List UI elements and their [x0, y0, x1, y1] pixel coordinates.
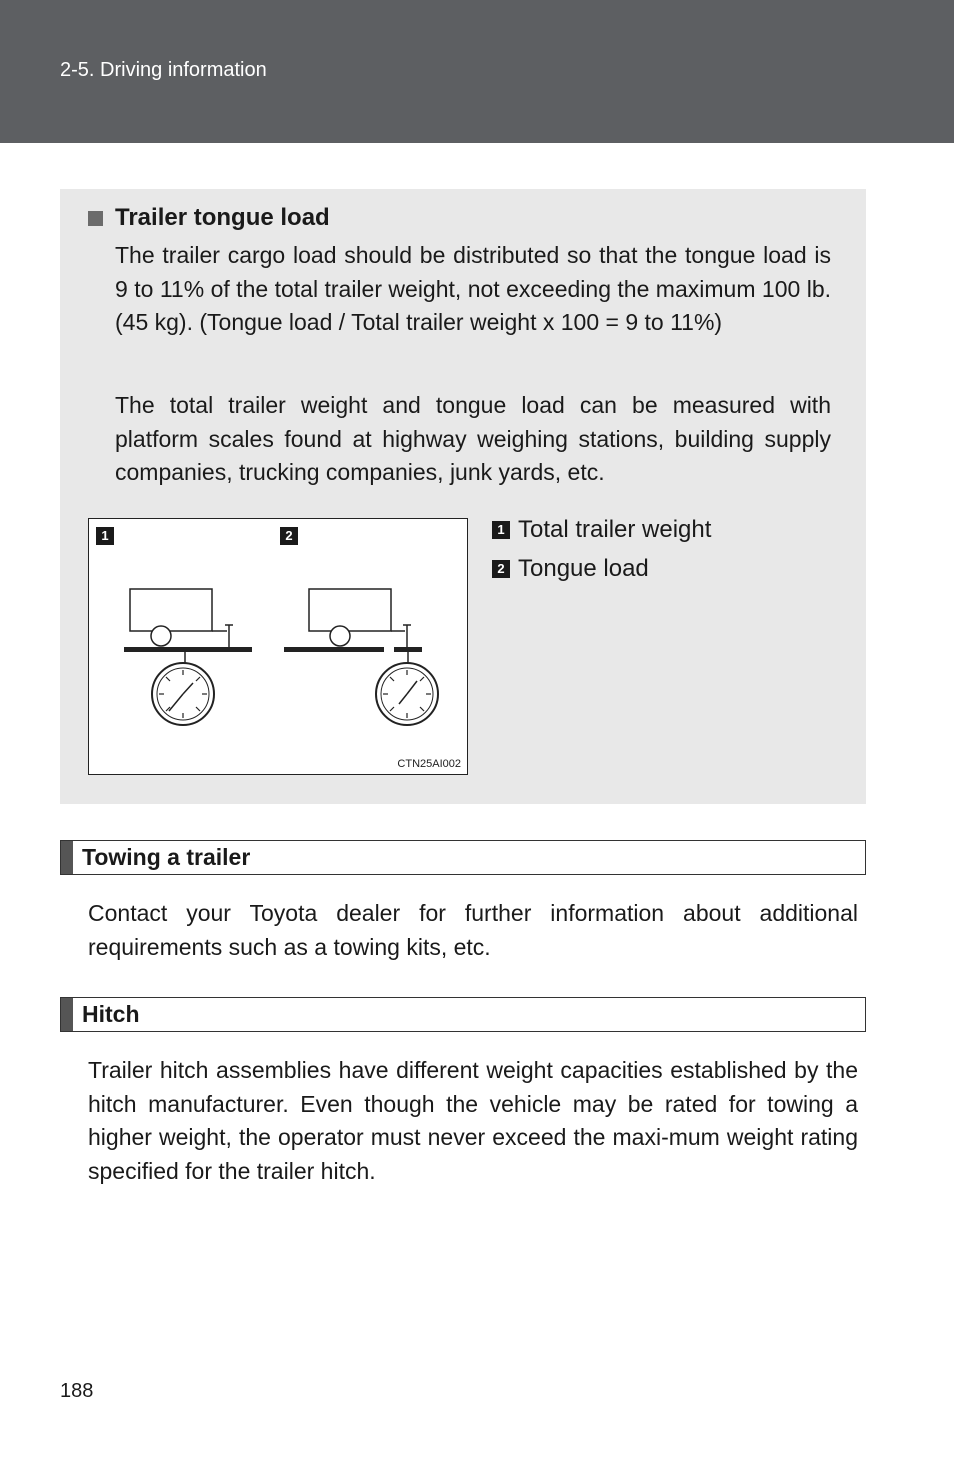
figure-badge-1: 1	[96, 527, 114, 545]
section-title: 2-5. Driving information	[60, 59, 267, 81]
heading-bar	[61, 998, 73, 1031]
heading-bar	[61, 841, 73, 874]
legend-label-2: Tongue load	[518, 554, 649, 582]
legend-item	[492, 549, 711, 588]
hitch-section-heading	[60, 997, 866, 1032]
hitch-paragraph: Trailer hitch assemblies have different weight capacities established by the hitch manufacturer. Even though the vehicle may be rated for towing a higher weight, the operator must never exceed the maxi-mum weight rating specified for the trailer hitch.	[88, 1057, 858, 1184]
trailer-on-scale-2	[309, 589, 411, 647]
page-number: 188	[60, 1380, 94, 1402]
figure-legend	[492, 510, 711, 588]
tongue-load-heading-text: Trailer tongue load	[115, 204, 330, 231]
tongue-load-box	[60, 189, 866, 804]
scale-drawing	[89, 519, 469, 776]
trailer-on-scale-1	[130, 589, 233, 647]
towing-paragraph: Contact your Toyota dealer for further information about additional requirements such as a towing kits, etc.	[88, 900, 858, 960]
tongue-load-paragraph-2: The total trailer weight and tongue load can be measured with platform scales found at highway weighing stations, building supply companies, trucking companies, junk yards, etc.	[115, 392, 831, 485]
page-header	[0, 0, 954, 143]
scale-platform-2	[394, 647, 422, 652]
trailer-scale-illustration	[88, 518, 468, 775]
scale-dial-2	[376, 663, 438, 725]
legend-badge-2: 2	[492, 560, 510, 578]
figure-badge-2: 2	[280, 527, 298, 545]
legend-label-1: Total trailer weight	[518, 515, 712, 543]
legend-badge-1: 1	[492, 521, 510, 539]
ground-line-2	[284, 647, 384, 652]
figure-code: CTN25AI002	[397, 758, 461, 770]
towing-title: Towing a trailer	[82, 844, 251, 870]
legend-item	[492, 510, 711, 549]
square-bullet-icon	[88, 211, 103, 226]
hitch-title: Hitch	[82, 1001, 140, 1027]
tongue-load-paragraph-1: The trailer cargo load should be distributed so that the tongue load is 9 to 11% of the total trailer weight, not exceeding the maximum 100 lb. (45 kg). (Tongue load / Total trailer weight x 100 = 9 to 11%)	[115, 242, 831, 335]
tongue-load-heading	[88, 204, 330, 232]
towing-section-heading	[60, 840, 866, 875]
scale-platform-1	[124, 647, 252, 652]
scale-dial-1	[152, 663, 214, 725]
